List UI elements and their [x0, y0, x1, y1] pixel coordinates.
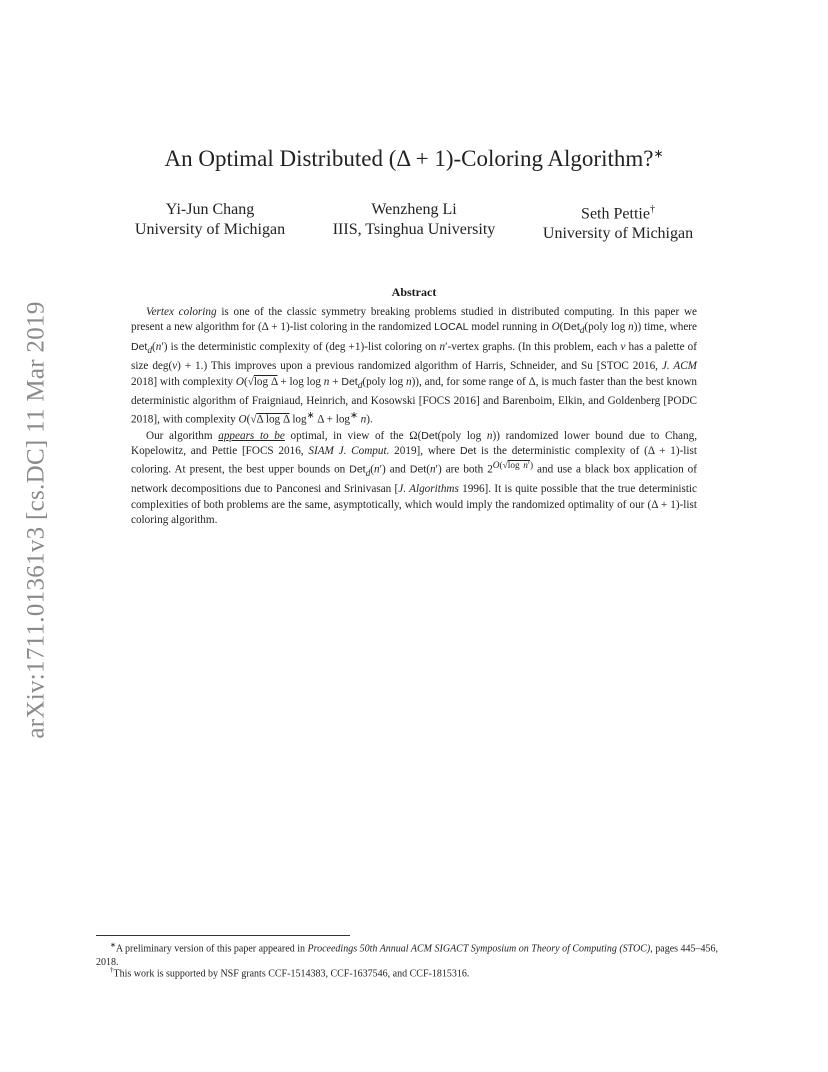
footnote-rule	[96, 935, 350, 936]
title-footnote-mark: ∗	[653, 146, 664, 161]
abstract-paragraph-2: Our algorithm appears to be optimal, in view of the Ω(Det(poly log n)) randomized lower bound due to Chang, Kopelowitz, and Pettie [FOCS 2016, SIAM J. Comput. 2019], where Det is the deterministic complexity of (Δ + 1)-list coloring. At present, the best upper bounds on Det$_d$(n′) and Det(n′) are both $2^{O(√log n')}$ and use a black box application of network decompositions due to Panconesi and Srinivasan [J. Algorithms 1996]. It is quite possible that the true deterministic complexities of both problems are the same, asymptotically, which would imply the randomized optimality of our (Δ + 1)-list coloring algorithm.	[131, 429, 697, 526]
author-affiliation: University of Michigan	[134, 221, 286, 238]
abstract-heading: Abstract	[391, 285, 437, 299]
footnote-text: A preliminary version of this paper appeared in	[115, 943, 305, 955]
footnote-venue: Proceedings 50th Annual ACM SIGACT Symposium on Theory of Computing (STOC)	[307, 943, 651, 955]
footnote-2	[96, 964, 732, 981]
paper-title: An Optimal Distributed (Δ + 1)-Coloring Algorithm?	[164, 146, 654, 171]
author-2	[316, 200, 512, 240]
abstract-paragraph-1: Vertex coloring is one of the classic symmetry breaking problems studied in distributed computing. In this paper we present a new algorithm for (Δ + 1)-list coloring in the randomized LOCAL model running in O(Det$_d$(poly log n)) time, where Det$_d$(n′) is the deterministic complexity of (deg +1)-list coloring on n′-vertex graphs. (In this problem, each v has a palette of size deg(v) + 1.) This improves upon a previous randomized algorithm of Harris, Schneider, and Su [STOC 2016, J. ACM 2018] with complexity O(√log Δ + log log n + Det$_d$(poly log n)), and, for some range of Δ, is much faster than the best known deterministic algorithm of Fraigniaud, Heinrich, and Kosowski [FOCS 2016] and Barenboim, Elkin, and Goldenberg [PODC 2018], with complexity O(√Δ log Δ log∗ Δ + log∗ n).	[131, 306, 698, 427]
author-name: Wenzheng Li	[371, 201, 457, 218]
footnote-tail: , pages 445–456, 2018.	[96, 943, 719, 968]
author-3	[528, 200, 708, 244]
arxiv-sidebar	[22, 280, 52, 760]
footnote-text: This work is supported by NSF grants CCF-1514383, CCF-1637546, and CCF-1815316.	[113, 968, 470, 980]
author-affiliation: IIIS, Tsinghua University	[332, 221, 496, 238]
arxiv-identifier: arXiv:1711.01361v3 [cs.DC] 11 Mar 2019	[23, 301, 50, 739]
author-affiliation: University of Michigan	[542, 225, 694, 243]
footnote-mark: †	[110, 966, 114, 974]
footnote-mark: ∗	[110, 941, 116, 949]
paper-title-block	[0, 146, 828, 172]
abstract-body	[131, 305, 697, 528]
author-name: Yi-Jun Chang	[165, 201, 255, 218]
author-1	[120, 200, 300, 240]
author-footnote-mark: †	[649, 204, 655, 215]
author-name: Seth Pettie	[581, 205, 650, 223]
